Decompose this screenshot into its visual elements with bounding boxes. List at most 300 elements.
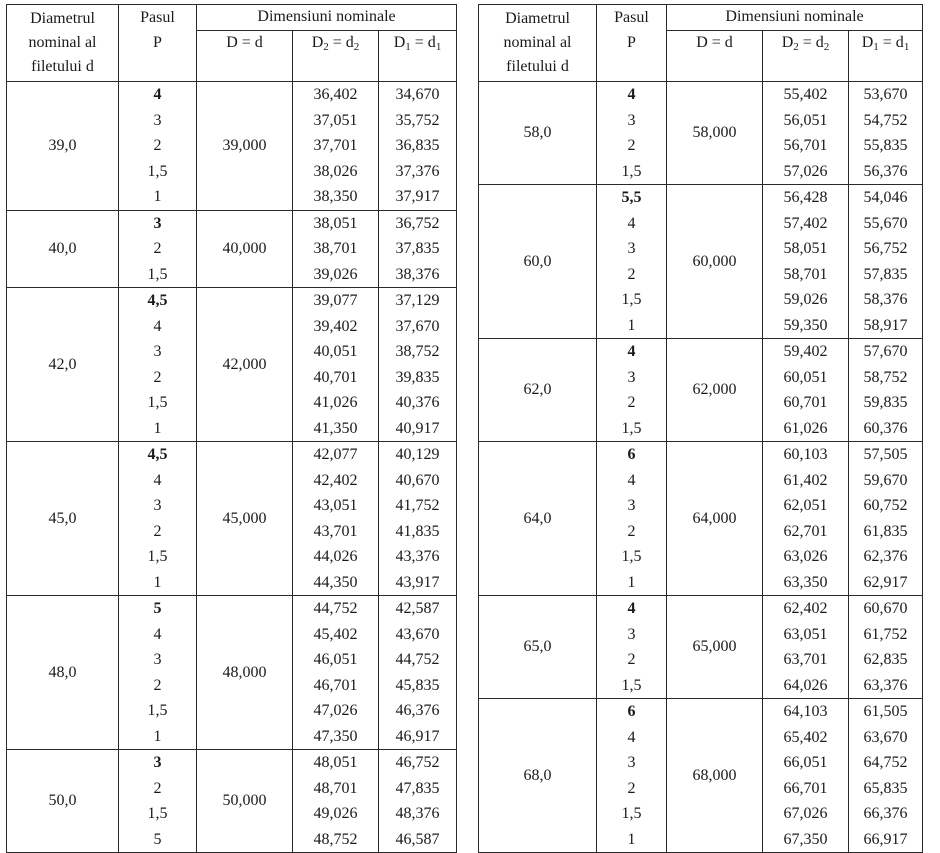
d2-cell [763, 596, 849, 699]
d2-value: 44,752 [313, 600, 358, 617]
diameter-d-cell: 68,000 [667, 699, 763, 853]
pitch-value: 2 [153, 522, 162, 540]
table-row [7, 750, 457, 853]
pitch-value: 4 [627, 214, 636, 232]
d1-value: 37,835 [395, 240, 440, 257]
pitch-cell [119, 750, 197, 853]
d2-value: 42,402 [313, 471, 358, 489]
pitch-value: 1 [153, 727, 162, 745]
d2-list [763, 185, 848, 338]
header-diameter-line: Diametrul [30, 10, 95, 27]
d1-value: 40,917 [395, 419, 440, 437]
header-pitch-lines [119, 6, 196, 55]
pitch-cell [119, 442, 197, 596]
d1-value: 61,752 [863, 625, 908, 643]
pitch-value: 5 [153, 830, 162, 848]
d2-list [293, 596, 378, 749]
d1-list [379, 596, 456, 749]
d2-value: 62,402 [783, 600, 828, 617]
header-d1-sub2: 1 [903, 41, 910, 53]
pitch-list [119, 82, 196, 210]
d2-value: 58,701 [783, 265, 828, 283]
d1-value: 64,752 [863, 754, 908, 771]
d2-value: 63,051 [783, 625, 828, 643]
pitch-value: 1 [627, 830, 636, 848]
pitch-value: 2 [627, 394, 636, 411]
pitch-value: 3 [153, 343, 162, 360]
d1-list [379, 750, 456, 852]
pitch-cell [119, 82, 197, 211]
nominal-diameter-cell: 68,0 [479, 699, 597, 853]
d1-value: 55,670 [863, 214, 908, 232]
d1-value: 66,917 [863, 830, 908, 848]
header-d1 [379, 31, 457, 82]
pitch-list [119, 288, 196, 441]
pitch-value: 1 [153, 188, 162, 205]
pitch-value: 3 [153, 754, 162, 771]
d2-cell [763, 699, 849, 853]
d1-value: 43,917 [395, 573, 440, 591]
pitch-value: 4 [153, 625, 162, 643]
pitch-value: 4 [153, 471, 162, 489]
pitch-value: 3 [627, 368, 636, 386]
d2-value: 39,026 [313, 265, 358, 283]
d1-value: 34,670 [395, 86, 440, 103]
pitch-value: 1,5 [621, 676, 642, 694]
pitch-value: 6 [627, 446, 636, 463]
pitch-cell [597, 442, 667, 596]
d1-value: 36,752 [395, 214, 440, 232]
d1-list [849, 82, 922, 184]
d1-value: 61,835 [863, 522, 908, 540]
header-d2 [763, 31, 849, 82]
pitch-list [597, 82, 666, 184]
pitch-cell [597, 699, 667, 853]
header-d2-sub: 2 [793, 41, 799, 53]
d1-value: 39,835 [395, 368, 440, 386]
d1-value: 56,376 [863, 162, 908, 180]
d1-value: 60,670 [863, 600, 908, 617]
d2-value: 55,402 [783, 86, 828, 103]
d2-value: 44,026 [313, 548, 358, 565]
table-row [479, 442, 923, 596]
diameter-d-cell: 65,000 [667, 596, 763, 699]
d1-value: 62,835 [863, 651, 908, 668]
nominal-diameter-cell: 65,0 [479, 596, 597, 699]
nominal-diameter-cell: 39,0 [7, 82, 119, 211]
header-nominal-dimensions: Dimensiuni nominale [197, 5, 457, 31]
pitch-value: 4,5 [147, 446, 168, 463]
d2-cell [293, 750, 379, 853]
d1-cell [379, 442, 457, 596]
header-diameter-line: nominal al [28, 34, 97, 51]
d2-cell [763, 82, 849, 185]
diameter-d-cell: 45,000 [197, 442, 293, 596]
pitch-cell [597, 185, 667, 339]
d2-value: 62,701 [783, 522, 828, 540]
pitch-value: 1,5 [147, 394, 168, 411]
d2-value: 65,402 [783, 728, 828, 746]
d2-value: 46,051 [313, 651, 358, 668]
nominal-diameter-cell: 40,0 [7, 210, 119, 288]
d2-value: 61,026 [783, 419, 828, 437]
d2-value: 45,402 [313, 625, 358, 643]
d2-cell [763, 339, 849, 442]
d1-value: 55,835 [863, 137, 908, 154]
pitch-list [597, 596, 666, 698]
d1-list [379, 82, 456, 210]
diameter-d-cell: 42,000 [197, 288, 293, 442]
table-row [479, 339, 923, 442]
d1-value: 54,046 [863, 189, 908, 206]
pitch-value: 1,5 [147, 702, 168, 719]
d1-value: 37,917 [395, 188, 440, 205]
d2-value: 40,051 [313, 343, 358, 360]
nominal-diameter-cell: 62,0 [479, 339, 597, 442]
d1-value: 63,376 [863, 676, 908, 694]
nominal-diameter-cell: 42,0 [7, 288, 119, 442]
header-diameter [7, 5, 119, 82]
pitch-value: 4 [627, 471, 636, 489]
header-d1-eq: = d [878, 34, 904, 51]
pitch-cell [119, 596, 197, 750]
pitch-list [119, 750, 196, 852]
d2-list [293, 211, 378, 288]
d2-cell [763, 185, 849, 339]
d2-value: 38,026 [313, 162, 358, 180]
d2-value: 47,026 [313, 702, 358, 719]
table-row [7, 82, 457, 211]
pitch-cell [119, 210, 197, 288]
d1-value: 53,670 [863, 86, 908, 103]
pitch-value: 2 [153, 779, 162, 797]
d2-cell [293, 82, 379, 211]
thread-table-right [478, 4, 923, 853]
pitch-value: 6 [627, 703, 636, 720]
header-pitch-line: P [153, 33, 162, 51]
pitch-value: 3 [153, 111, 162, 129]
pitch-cell [597, 339, 667, 442]
d2-value: 63,026 [783, 548, 828, 565]
header-pitch [597, 5, 667, 82]
table-row [7, 442, 457, 596]
pitch-value: 2 [627, 137, 636, 154]
d2-value: 63,701 [783, 651, 828, 668]
d1-value: 54,752 [863, 111, 908, 129]
pitch-value: 2 [627, 779, 636, 797]
pitch-cell [119, 288, 197, 442]
d1-value: 46,917 [395, 727, 440, 745]
header-d2-eq: = d [328, 34, 354, 51]
d2-value: 64,026 [783, 676, 828, 694]
header-d1 [849, 31, 923, 82]
pitch-value: 4 [627, 600, 636, 617]
d1-cell [849, 596, 923, 699]
header-d2-sub: 2 [323, 41, 329, 53]
header-d2-eq: = d [798, 34, 824, 51]
table-row [479, 82, 923, 185]
header-pitch-line: Pasul [140, 9, 175, 26]
d2-value: 46,701 [313, 676, 358, 694]
header-pitch-line: P [627, 33, 636, 51]
d2-value: 56,051 [783, 111, 828, 129]
pitch-value: 4 [627, 86, 636, 103]
d1-value: 46,587 [395, 830, 440, 848]
d2-value: 62,051 [783, 497, 828, 514]
d1-value: 35,752 [395, 111, 440, 129]
header-diameter-lines [7, 7, 118, 79]
diameter-d-cell: 50,000 [197, 750, 293, 853]
pitch-value: 4 [627, 343, 636, 360]
pitch-value: 5,5 [621, 189, 642, 206]
nominal-diameter-cell: 58,0 [479, 82, 597, 185]
d1-list [849, 596, 922, 698]
d1-value: 42,587 [395, 600, 440, 617]
d1-value: 62,917 [863, 573, 908, 591]
d2-cell [293, 210, 379, 288]
d1-cell [849, 699, 923, 853]
d1-value: 38,376 [395, 265, 440, 283]
table-row [7, 596, 457, 750]
d2-value: 37,051 [313, 111, 358, 129]
d1-value: 57,835 [863, 265, 908, 283]
d2-value: 48,752 [313, 830, 358, 848]
table-row [479, 596, 923, 699]
pitch-value: 3 [153, 214, 162, 232]
d1-value: 40,129 [395, 446, 440, 463]
d2-cell [763, 442, 849, 596]
nominal-diameter-cell: 50,0 [7, 750, 119, 853]
d1-value: 59,835 [863, 394, 908, 411]
d1-value: 63,670 [863, 728, 908, 746]
pitch-value: 1,5 [621, 291, 642, 308]
d2-value: 48,701 [313, 779, 358, 797]
header-diameter-line: Diametrul [505, 10, 570, 27]
d1-value: 65,835 [863, 779, 908, 797]
pitch-value: 1,5 [621, 419, 642, 437]
d1-list [379, 211, 456, 288]
d1-cell [849, 185, 923, 339]
header-nominal-dimensions: Dimensiuni nominale [667, 5, 923, 31]
diameter-d-cell: 40,000 [197, 210, 293, 288]
d1-value: 37,670 [395, 317, 440, 335]
d1-value: 46,752 [395, 754, 440, 771]
header-d1-base: D [393, 34, 406, 51]
header-pitch-line: Pasul [614, 9, 649, 26]
pitch-cell [597, 82, 667, 185]
d1-cell [379, 210, 457, 288]
d2-value: 48,051 [313, 754, 358, 771]
d1-value: 41,752 [395, 497, 440, 514]
d1-value: 44,752 [395, 651, 440, 668]
d1-value: 58,376 [863, 291, 908, 308]
d2-value: 56,701 [783, 137, 828, 154]
d2-value: 59,026 [783, 291, 828, 308]
diameter-d-cell: 62,000 [667, 339, 763, 442]
pitch-list [597, 185, 666, 338]
pitch-value: 3 [627, 497, 636, 514]
d2-value: 59,402 [783, 343, 828, 360]
d2-cell [293, 288, 379, 442]
pitch-value: 4 [153, 86, 162, 103]
pitch-list [597, 442, 666, 595]
table-row [7, 288, 457, 442]
diameter-d-cell: 48,000 [197, 596, 293, 750]
d1-value: 37,376 [395, 162, 440, 180]
d1-cell [379, 288, 457, 442]
d2-value: 40,701 [313, 368, 358, 386]
d2-list [763, 442, 848, 595]
pitch-value: 2 [627, 265, 636, 283]
pitch-list [597, 339, 666, 441]
d1-list [849, 442, 922, 595]
pitch-list [597, 699, 666, 852]
pitch-value: 1 [627, 573, 636, 591]
d2-value: 66,701 [783, 779, 828, 797]
table-row [479, 185, 923, 339]
d1-value: 59,670 [863, 471, 908, 489]
pitch-value: 4,5 [147, 292, 168, 309]
pitch-list [119, 442, 196, 595]
d2-value: 57,402 [783, 214, 828, 232]
header-diameter-line: filetului d [506, 58, 569, 75]
d2-value: 38,350 [313, 188, 358, 205]
header-diameter [479, 5, 597, 82]
pitch-value: 3 [153, 651, 162, 668]
d2-value: 67,350 [783, 830, 828, 848]
d1-list [379, 288, 456, 441]
diameter-d-cell: 64,000 [667, 442, 763, 596]
d1-value: 61,505 [863, 703, 908, 720]
pitch-value: 3 [627, 625, 636, 643]
d2-value: 43,051 [313, 497, 358, 514]
pitch-value: 5 [153, 600, 162, 617]
d1-value: 66,376 [863, 805, 908, 822]
pitch-value: 2 [627, 651, 636, 668]
d1-value: 58,752 [863, 368, 908, 386]
pitch-value: 1,5 [621, 162, 642, 180]
diameter-d-cell: 39,000 [197, 82, 293, 211]
header-pitch [119, 5, 197, 82]
pitch-value: 3 [627, 111, 636, 129]
pitch-value: 2 [153, 240, 162, 257]
d2-value: 60,701 [783, 394, 828, 411]
d2-value: 49,026 [313, 805, 358, 822]
d2-value: 44,350 [313, 573, 358, 591]
nominal-diameter-cell: 45,0 [7, 442, 119, 596]
pitch-list [119, 211, 196, 288]
table-row [479, 699, 923, 853]
pitch-list [119, 596, 196, 749]
pitch-value: 2 [153, 676, 162, 694]
d2-value: 47,350 [313, 727, 358, 745]
d1-value: 38,752 [395, 343, 440, 360]
pitch-value: 1,5 [147, 805, 168, 822]
d2-list [293, 442, 378, 595]
header-d1-sub: 1 [873, 41, 879, 53]
pitch-value: 1 [627, 316, 636, 334]
d2-value: 42,077 [313, 446, 358, 463]
d2-value: 58,051 [783, 240, 828, 257]
header-d1-sub: 1 [405, 41, 411, 53]
d2-value: 66,051 [783, 754, 828, 771]
d1-value: 56,752 [863, 240, 908, 257]
d2-list [763, 699, 848, 852]
d1-cell [849, 442, 923, 596]
d2-value: 56,428 [783, 189, 828, 206]
diameter-d-cell: 58,000 [667, 82, 763, 185]
header-d2-base: D [311, 34, 324, 51]
pitch-value: 3 [153, 497, 162, 514]
table-right-block [478, 4, 923, 853]
d2-value: 64,103 [783, 703, 828, 720]
header-d2-sub2: 2 [353, 41, 360, 53]
d2-list [293, 750, 378, 852]
d1-value: 47,835 [395, 779, 440, 797]
header-diameter-line: filetului d [31, 58, 94, 75]
d2-value: 60,103 [783, 446, 828, 463]
header-d2-sub2: 2 [823, 41, 830, 53]
d2-value: 63,350 [783, 573, 828, 591]
d2-value: 37,701 [313, 137, 358, 154]
d2-list [763, 596, 848, 698]
d2-value: 38,701 [313, 240, 358, 257]
d2-value: 39,077 [313, 292, 358, 309]
nominal-diameter-cell: 64,0 [479, 442, 597, 596]
diameter-d-cell: 60,000 [667, 185, 763, 339]
header-d2-base: D [781, 34, 794, 51]
d1-value: 60,752 [863, 497, 908, 514]
d1-list [849, 185, 922, 338]
d2-value: 41,026 [313, 394, 358, 411]
d2-value: 57,026 [783, 162, 828, 180]
d1-cell [849, 82, 923, 185]
header-d1-sub2: 1 [435, 41, 442, 53]
header-d: D = d [667, 31, 763, 82]
d2-list [293, 288, 378, 441]
d1-value: 57,670 [863, 343, 908, 360]
pitch-value: 4 [627, 728, 636, 746]
d1-value: 57,505 [863, 446, 908, 463]
d2-value: 59,350 [783, 316, 828, 334]
pitch-value: 1 [153, 573, 162, 591]
pitch-value: 1,5 [621, 548, 642, 565]
d1-list [849, 339, 922, 441]
pitch-value: 1,5 [621, 805, 642, 822]
header-d1-eq: = d [410, 34, 436, 51]
d2-cell [293, 596, 379, 750]
pitch-value: 2 [627, 522, 636, 540]
pitch-value: 1,5 [147, 548, 168, 565]
pitch-value: 1,5 [147, 265, 168, 283]
d1-value: 43,670 [395, 625, 440, 643]
pitch-value: 1 [153, 419, 162, 437]
d1-cell [379, 750, 457, 853]
d1-value: 36,835 [395, 137, 440, 154]
header-diameter-lines [479, 7, 596, 79]
d2-value: 43,701 [313, 522, 358, 540]
d1-value: 58,917 [863, 316, 908, 334]
d2-cell [293, 442, 379, 596]
header-d2 [293, 31, 379, 82]
pitch-value: 2 [153, 368, 162, 386]
header-d: D = d [197, 31, 293, 82]
header-pitch-lines [597, 6, 666, 55]
d2-value: 36,402 [313, 86, 358, 103]
d1-value: 41,835 [395, 522, 440, 540]
pitch-value: 2 [153, 137, 162, 154]
nominal-diameter-cell: 60,0 [479, 185, 597, 339]
